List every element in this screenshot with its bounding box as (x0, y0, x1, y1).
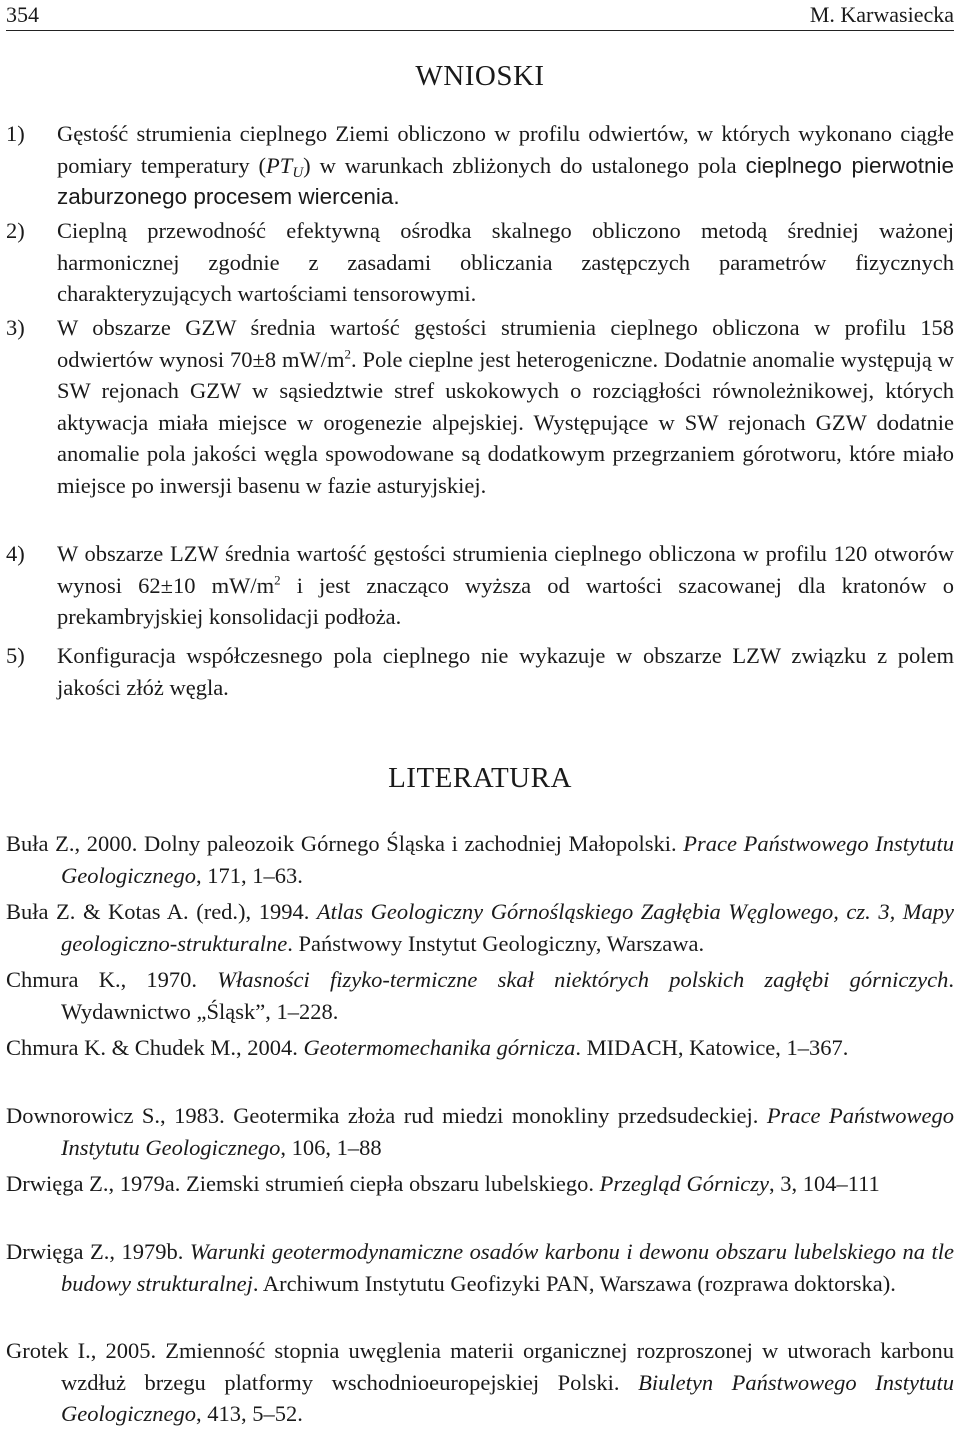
reference-text: . Archiwum Instytutu Geofizyki PAN, Warszawa (rozprawa doktorska). (252, 1270, 896, 1296)
reference-source: Warunki geotermodynamiczne osadów karbonu i dewonu obszaru lubelskiego na tle budowy strukturalnej (61, 1239, 954, 1296)
reference-entry (6, 828, 954, 891)
reference-entry (6, 1168, 954, 1200)
reference-source: Prace Państwowego Instytutu Geologicznego (61, 1103, 954, 1160)
conclusion-text (6, 538, 954, 633)
conclusion-item (6, 640, 954, 703)
conclusions-title: WNIOSKI (415, 60, 545, 92)
reference-text: , 3, 104–111 (768, 1171, 880, 1196)
reference-text: , 106, 1–88 (280, 1134, 382, 1160)
superscript: 2 (274, 572, 281, 587)
conclusion-text-part: cieplnego pierwotnie zaburzonego procesem wiercenia. (57, 152, 955, 209)
reference-text: , 171, 1–63. (195, 862, 303, 888)
conclusion-text-part: . Pole cieplne jest heterogeniczne. Dodatnie anomalie występują w SW rejonach GZW w sąsiedztwie stref uskokowych o rozciągłości równoleżnikowej, których aktywacja miała miejsce w orogenezie alpejskiej. Występujące w SW rejonach GZW dodatnie anomalie pola jakości węgla spowodowane są dodatkowym przegrzaniem górotworu, które miało miejsce po inwersji basenu w fazie asturyjskiej. (57, 346, 954, 498)
reference-text: . Państwowy Instytut Geologiczny, Warszawa. (287, 930, 705, 956)
reference-source: Geotermomechanika górnicza (303, 1035, 576, 1060)
reference-text: Buła Z. & Kotas A. (red.), 1994. (6, 899, 317, 924)
reference-entry (6, 1032, 954, 1064)
conclusion-item (6, 312, 954, 501)
reference-text: Grotek I., 2005. Zmienność stopnia uwęglenia materii organicznej rozproszonej w utworach karbonu wzdłuż brzegu platformy wschodnioeuropejskiej Polski. (6, 1338, 954, 1395)
reference-source: Prace Państwowego Instytutu Geologicznego (61, 831, 954, 888)
conclusion-text (6, 118, 954, 213)
conclusion-item (6, 538, 954, 633)
running-author: M. Karwasiecka (809, 2, 954, 27)
reference-source: Biuletyn Państwowego Instytutu Geologicznego (61, 1369, 954, 1426)
reference-source: Przegląd Górniczy (599, 1171, 769, 1196)
pt-subscript: U (292, 164, 304, 181)
conclusion-number: 1) (6, 121, 25, 146)
reference-text: Chmura K., 1970. (6, 967, 218, 992)
reference-text: . Wydawnictwo „Śląsk”, 1–228. (61, 967, 954, 1024)
reference-text: , 413, 5–52. (195, 1401, 303, 1426)
conclusion-number: 3) (6, 315, 25, 340)
conclusion-text: Konfiguracja współczesnego pola cieplnego nie wykazuje w obszarze LZW związku z polem jakości złóż węgla. (57, 643, 954, 700)
conclusion-item (6, 118, 954, 213)
reference-source: Własności fizyko-termiczne skał niektórych polskich zagłębi górniczych (217, 967, 949, 992)
conclusion-number: 2) (6, 218, 25, 243)
reference-entry (6, 1236, 954, 1299)
conclusion-text: Cieplną przewodność efektywną ośrodka skalnego obliczono metodą średniej ważonej harmonicznej zgodnie z zasadami obliczania zastępczych parametrów fizycznych charakteryzujących wartościami tensorowymi. (57, 218, 954, 306)
reference-text: Chmura K. & Chudek M., 2004. (6, 1035, 304, 1060)
conclusion-text-part: W obszarze GZW średnia wartość gęstości strumienia cieplnego obliczona w profilu 158 odwiertów wynosi 70±8 mW/m (57, 315, 954, 372)
reference-entry (6, 964, 954, 1027)
conclusion-text-part: Gęstość strumienia cieplnego Ziemi obliczono w profilu odwiertów, w których wykonano ciągłe pomiary temperatury ( (57, 121, 954, 178)
conclusion-text-part: W obszarze LZW średnia wartość gęstości strumienia cieplnego obliczona w profilu 120 otworów wynosi 62±10 mW/m (57, 541, 954, 598)
conclusion-text-part: ) w warunkach zbliżonych do ustalonego pola (303, 152, 746, 178)
conclusion-text (6, 312, 954, 501)
reference-text: Drwięga Z., 1979b. (6, 1239, 190, 1264)
conclusion-text-part: i jest znacząco wyższa od wartości szacowanej dla kratonów o prekambryjskiej konsolidacji podłoża. (57, 572, 954, 629)
superscript: 2 (344, 346, 351, 361)
reference-entry (6, 896, 954, 959)
running-header (6, 2, 954, 31)
conclusion-item (6, 215, 954, 310)
reference-text: Downorowicz S., 1983. Geotermika złoża rud miedzi monokliny przedsudeckiej. (6, 1103, 767, 1128)
reference-text: . MIDACH, Katowice, 1–367. (575, 1035, 849, 1060)
conclusion-number: 4) (6, 541, 25, 566)
page-number: 354 (6, 2, 39, 27)
reference-text: Buła Z., 2000. Dolny paleozoik Górnego Śląska i zachodniej Małopolski. (6, 831, 684, 856)
reference-text: Drwięga Z., 1979a. Ziemski strumień ciepła obszaru lubelskiego. (6, 1171, 600, 1196)
reference-entry (6, 1335, 954, 1430)
conclusion-number: 5) (6, 643, 25, 668)
references-title: LITERATURA (388, 762, 572, 794)
reference-source: Atlas Geologiczny Górnośląskiego Zagłębia Węglowego, cz. 3, Mapy geologiczno-strukturalne (61, 899, 954, 956)
pt-symbol: PT (266, 152, 293, 178)
reference-entry (6, 1100, 954, 1163)
